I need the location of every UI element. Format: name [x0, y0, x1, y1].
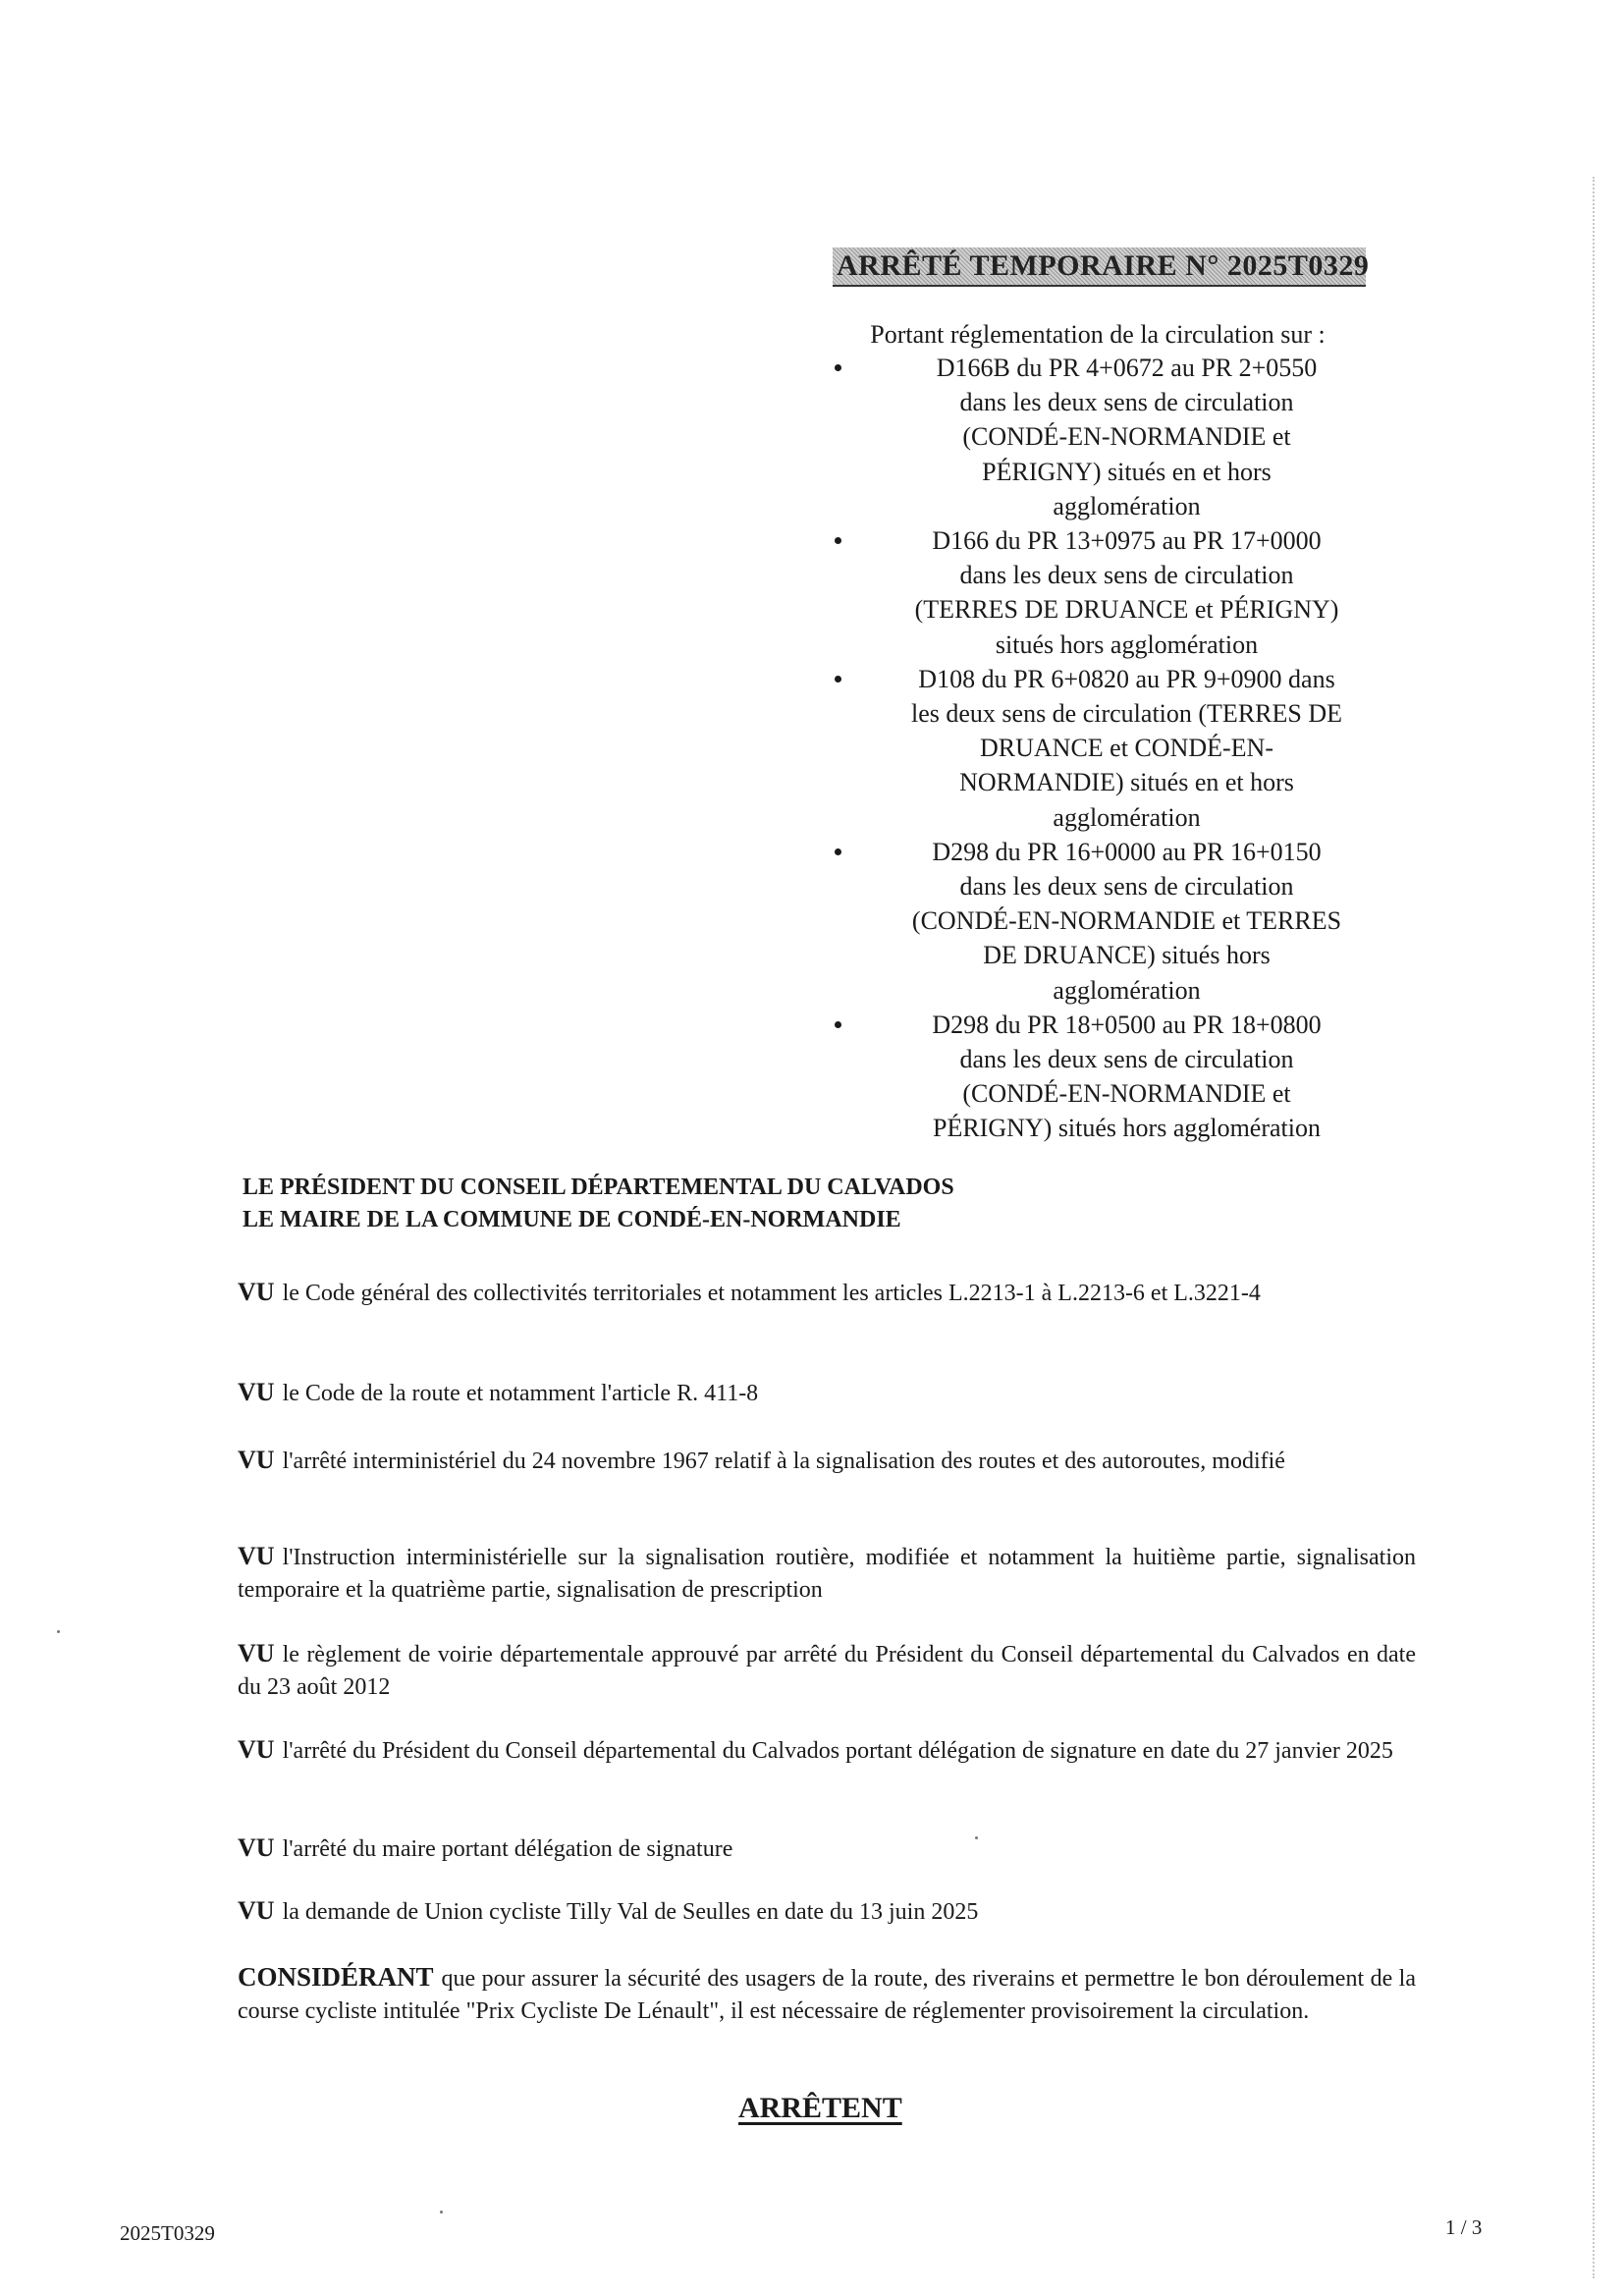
- bullet-icon: [835, 537, 841, 544]
- visa-keyword: VU: [238, 1735, 275, 1764]
- road-line: (CONDÉ-EN-NORMANDIE et TERRES: [911, 906, 1342, 936]
- authority-mayor: LE MAIRE DE LA COMMUNE DE CONDÉ-EN-NORMANDIE: [243, 1207, 901, 1232]
- road-section-item: [835, 662, 1389, 835]
- road-line: dans les deux sens de circulation: [959, 872, 1294, 902]
- visa-text: le Code de la route et notamment l'article R. 411-8: [282, 1381, 759, 1406]
- road-line: (CONDÉ-EN-NORMANDIE et: [962, 422, 1291, 452]
- road-line: (CONDÉ-EN-NORMANDIE et: [962, 1079, 1291, 1109]
- bullet-icon: [835, 676, 841, 683]
- scan-speck: [440, 2211, 443, 2214]
- road-line: D108 du PR 6+0820 au PR 9+0900 dans: [918, 664, 1335, 693]
- bullet-icon: [835, 1021, 841, 1028]
- visa-paragraph: [238, 1637, 1416, 1704]
- visa-paragraph: [238, 1540, 1416, 1607]
- visa-paragraph: [238, 1894, 1416, 1929]
- road-line: DE DRUANCE) situés hors: [983, 941, 1271, 970]
- visa-keyword: VU: [238, 1542, 275, 1570]
- visa-text: l'arrêté du maire portant délégation de signature: [282, 1836, 733, 1862]
- visa-paragraph: [238, 1831, 1416, 1866]
- visa-keyword: VU: [238, 1446, 275, 1474]
- scan-speck: [975, 1836, 978, 1839]
- decision-heading: ARRÊTENT: [738, 2092, 902, 2124]
- considerant-text: que pour assurer la sécurité des usagers de la route, des riverains et permettre le bon déroulement de la course cycliste intitulée "Prix Cycliste De Lénault", il est nécessaire de réglementer provisoirement la circulation.: [238, 1966, 1416, 2024]
- road-line: PÉRIGNY) situés en et hors: [982, 457, 1272, 486]
- considerant-paragraph: [238, 1961, 1416, 2028]
- road-line: agglomération: [1053, 491, 1201, 520]
- visa-paragraph: [238, 1376, 1416, 1410]
- road-line: NORMANDIE) situés en et hors: [959, 768, 1294, 797]
- visa-keyword: VU: [238, 1378, 275, 1406]
- visa-text: l'Instruction interministérielle sur la signalisation routière, modifiée et notamment la huitième partie, signalisation temporaire et la quatrième partie, signalisation de prescription: [238, 1545, 1416, 1603]
- road-line: D298 du PR 16+0000 au PR 16+0150: [932, 837, 1322, 866]
- visa-text: le règlement de voirie départementale approuvé par arrêté du Président du Conseil départemental du Calvados en date du 23 août 2012: [238, 1642, 1416, 1700]
- visa-keyword: VU: [238, 1896, 275, 1925]
- road-line: PÉRIGNY) situés hors agglomération: [932, 1114, 1321, 1143]
- road-line: dans les deux sens de circulation: [959, 1045, 1294, 1074]
- road-line: dans les deux sens de circulation: [959, 388, 1294, 417]
- page-number: 1 / 3: [1445, 2215, 1483, 2239]
- road-line: D166B du PR 4+0672 au PR 2+0550: [936, 354, 1318, 382]
- visa-text: la demande de Union cycliste Tilly Val de Seulles en date du 13 juin 2025: [282, 1899, 979, 1925]
- scan-speck: [57, 1630, 60, 1633]
- road-section-item: [835, 1008, 1389, 1146]
- considerant-keyword: CONSIDÉRANT: [238, 1962, 434, 1992]
- road-section-item: [835, 835, 1389, 1008]
- road-line: situés hors agglomération: [995, 629, 1259, 659]
- road-line: dans les deux sens de circulation: [959, 561, 1294, 590]
- visa-keyword: VU: [238, 1278, 275, 1306]
- road-section-item: [835, 523, 1389, 662]
- road-section-item: [835, 351, 1389, 523]
- bullet-icon: [835, 364, 841, 371]
- visa-keyword: VU: [238, 1833, 275, 1862]
- visa-paragraph: [238, 1733, 1416, 1768]
- regulation-intro: Portant réglementation de la circulation sur :: [870, 320, 1326, 349]
- visa-text: l'arrêté interministériel du 24 novembre 1967 relatif à la signalisation des routes et des autoroutes, modifié: [282, 1449, 1285, 1474]
- road-line: les deux sens de circulation (TERRES DE: [910, 699, 1343, 729]
- road-line: (TERRES DE DRUANCE et PÉRIGNY): [914, 595, 1339, 625]
- scan-edge-artifact: [1593, 177, 1595, 2278]
- arrete-title: ARRÊTÉ TEMPORAIRE N° 2025T0329: [833, 247, 1366, 287]
- visa-text: l'arrêté du Président du Conseil départemental du Calvados portant délégation de signature en date du 27 janvier 2025: [282, 1738, 1393, 1764]
- visa-paragraph: [238, 1444, 1416, 1478]
- road-line: agglomération: [1053, 802, 1201, 832]
- road-line: agglomération: [1053, 975, 1201, 1005]
- road-section-list: [835, 351, 1389, 1146]
- authority-president: LE PRÉSIDENT DU CONSEIL DÉPARTEMENTAL DU CALVADOS: [243, 1175, 954, 1200]
- road-line: D166 du PR 13+0975 au PR 17+0000: [932, 526, 1322, 556]
- road-line: DRUANCE et CONDÉ-EN-: [980, 734, 1273, 763]
- footer-reference: 2025T0329: [120, 2221, 215, 2245]
- visa-paragraph: [238, 1276, 1416, 1310]
- visa-text: le Code général des collectivités territoriales et notamment les articles L.2213-1 à L.2213-6 et L.3221-4: [282, 1281, 1261, 1306]
- visa-keyword: VU: [238, 1639, 275, 1667]
- bullet-icon: [835, 848, 841, 855]
- road-line: D298 du PR 18+0500 au PR 18+0800: [932, 1010, 1322, 1039]
